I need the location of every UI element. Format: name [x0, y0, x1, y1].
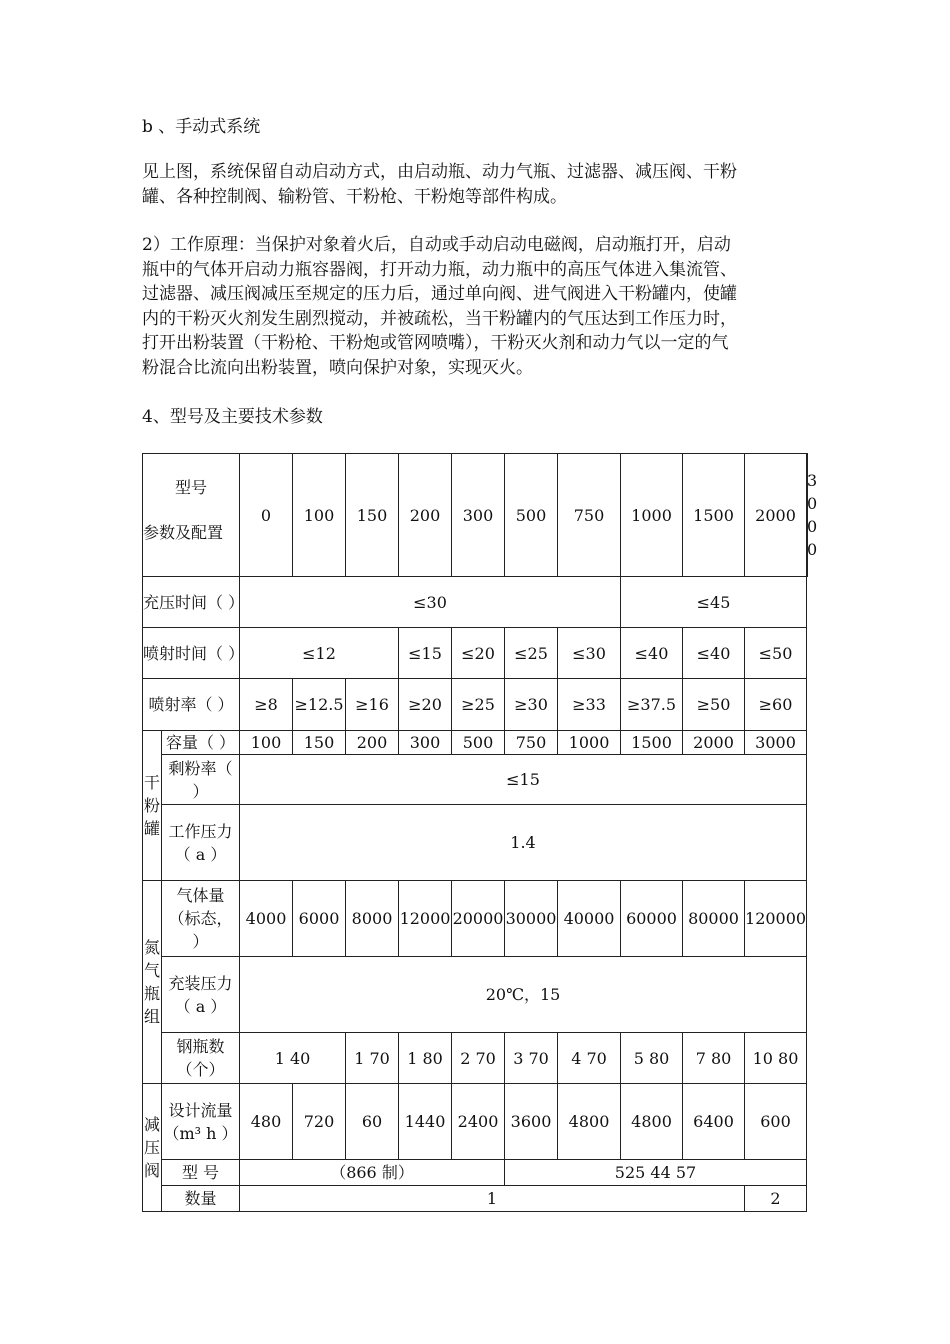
nitrogen-group-label: 氮气瓶组 — [143, 881, 162, 1084]
gas-amount-value: 30000 — [505, 881, 558, 957]
spray-rate-value: ≥20 — [399, 679, 452, 731]
work-line: 瓶中的气体开启动力瓶容器阀，打开动力瓶，动力瓶中的高压气体进入集流管、 — [142, 259, 737, 280]
fill-pressure-row — [143, 957, 808, 1033]
design-flow-value: 6400 — [683, 1084, 745, 1160]
model-cell: 100 — [293, 454, 346, 577]
fill-pressure-value: 20℃，15 — [240, 957, 807, 1033]
reducer-quantity-label: 数量 — [162, 1186, 240, 1212]
gas-amount-value: 40000 — [558, 881, 621, 957]
reducer-model-row — [143, 1160, 808, 1186]
gas-amount-value: 80000 — [683, 881, 745, 957]
capacity-value: 2000 — [683, 731, 745, 755]
gas-amount-value: 8000 — [346, 881, 399, 957]
reducer-quantity-row — [143, 1186, 808, 1212]
powder-tank-group-label: 干粉罐 — [143, 731, 162, 881]
table-header-row — [143, 454, 808, 577]
work-line: 粉混合比流向出粉装置，喷向保护对象，实现灭火。 — [142, 357, 533, 378]
fill-time-value: ≤45 — [621, 577, 807, 628]
spray-time-value: ≤40 — [621, 628, 683, 679]
gas-amount-value: 20000 — [452, 881, 505, 957]
model-cell: 500 — [505, 454, 558, 577]
gas-amount-label: 气体量（标态， ） — [162, 881, 240, 957]
design-flow-value: 2400 — [452, 1084, 505, 1160]
residual-row — [143, 755, 808, 805]
section-4-heading: 4、型号及主要技术参数 — [142, 407, 323, 427]
reducer-model-value: （866 制） — [240, 1160, 505, 1186]
capacity-value: 3000 — [745, 731, 807, 755]
working-pressure-row — [143, 805, 808, 881]
param-config-label: 参数及配置 — [143, 523, 224, 542]
bottle-count-value: 4 70 — [558, 1033, 621, 1084]
spray-rate-label: 喷射率（ ） — [143, 679, 240, 731]
gas-amount-value: 12000 — [399, 881, 452, 957]
design-flow-value: 3600 — [505, 1084, 558, 1160]
model-cell: 750 — [558, 454, 621, 577]
intro-line: 见上图，系统保留自动启动方式，由启动瓶、动力气瓶、过滤器、减压阀、干粉 — [142, 162, 737, 182]
work-line: 过滤器、减压阀减压至规定的压力后，通过单向阀、进气阀进入干粉罐内，使罐 — [142, 284, 737, 304]
model-cell: 1500 — [683, 454, 745, 577]
gas-amount-value: 120000 — [745, 881, 807, 957]
reducer-group-label: 减压阀 — [143, 1084, 162, 1212]
reducer-quantity-value: 1 — [240, 1186, 745, 1212]
work-line: 2）工作原理：当保护对象着火后，自动或手动启动电磁阀，启动瓶打开，启动 — [142, 235, 731, 255]
spray-rate-value: ≥50 — [683, 679, 745, 731]
design-flow-row — [143, 1084, 808, 1160]
design-flow-value: 480 — [240, 1084, 293, 1160]
design-flow-value: 720 — [293, 1084, 346, 1160]
capacity-value: 200 — [346, 731, 399, 755]
spray-rate-value: ≥8 — [240, 679, 293, 731]
spray-time-value: ≤15 — [399, 628, 452, 679]
work-line: 打开出粉装置（干粉枪、干粉炮或管网喷嘴），干粉灭火剂和动力气以一定的气 — [142, 333, 729, 353]
spec-table — [142, 453, 818, 1212]
spray-time-value: ≤50 — [745, 628, 807, 679]
fill-pressure-label: 充装压力（ a ） — [162, 957, 240, 1033]
capacity-value: 750 — [505, 731, 558, 755]
spray-rate-value: ≥37.5 — [621, 679, 683, 731]
capacity-label: 容量（ ） — [162, 731, 240, 755]
design-flow-value: 4800 — [558, 1084, 621, 1160]
bottle-count-value: 1 40 — [240, 1033, 346, 1084]
spray-rate-value: ≥12.5 — [293, 679, 346, 731]
gas-amount-value: 6000 — [293, 881, 346, 957]
model-cell: 3000 — [807, 471, 818, 559]
reducer-model-label: 型 号 — [162, 1160, 240, 1186]
spray-time-value: ≤30 — [558, 628, 621, 679]
intro-paragraph — [142, 160, 822, 209]
model-cell: 200 — [399, 454, 452, 577]
model-cell: 1000 — [621, 454, 683, 577]
capacity-row — [143, 731, 808, 755]
spray-rate-value: ≥16 — [346, 679, 399, 731]
capacity-value: 100 — [240, 731, 293, 755]
capacity-value: 500 — [452, 731, 505, 755]
bottle-count-value: 5 80 — [621, 1033, 683, 1084]
bottle-count-value: 1 70 — [346, 1033, 399, 1084]
working-pressure-value: 1.4 — [240, 805, 807, 881]
spray-time-row — [143, 628, 808, 679]
design-flow-value: 600 — [745, 1084, 807, 1160]
fill-time-value: ≤30 — [240, 577, 621, 628]
model-cell: 0 — [240, 454, 293, 577]
section-b-heading: b 、手动式系统 — [142, 117, 261, 137]
residual-label: 剩粉率（ ） — [162, 755, 240, 805]
spray-rate-value: ≥60 — [745, 679, 807, 731]
bottle-count-value: 2 70 — [452, 1033, 505, 1084]
spray-time-value: ≤20 — [452, 628, 505, 679]
design-flow-value: 60 — [346, 1084, 399, 1160]
spray-rate-value: ≥30 — [505, 679, 558, 731]
bottle-count-value: 10 80 — [745, 1033, 807, 1084]
reducer-quantity-value: 2 — [745, 1186, 807, 1212]
design-flow-value: 4800 — [621, 1084, 683, 1160]
capacity-value: 1500 — [621, 731, 683, 755]
fill-time-row — [143, 577, 808, 628]
spray-time-value: ≤40 — [683, 628, 745, 679]
bottle-count-label: 钢瓶数（个） — [162, 1033, 240, 1084]
bottle-count-row — [143, 1033, 808, 1084]
spray-time-value: ≤12 — [240, 628, 399, 679]
bottle-count-value: 7 80 — [683, 1033, 745, 1084]
capacity-value: 150 — [293, 731, 346, 755]
reducer-model-value: 525 44 57 — [505, 1160, 807, 1186]
gas-amount-row — [143, 881, 808, 957]
design-flow-value: 1440 — [399, 1084, 452, 1160]
header-corner-cell — [143, 454, 240, 577]
spray-time-label: 喷射时间（ ） — [143, 628, 240, 679]
working-pressure-label: 工作压力（ a ） — [162, 805, 240, 881]
bottle-count-value: 3 70 — [505, 1033, 558, 1084]
intro-line: 罐、各种控制阀、输粉管、干粉枪、干粉炮等部件构成。 — [142, 186, 567, 207]
spray-rate-value: ≥25 — [452, 679, 505, 731]
bottle-count-value: 1 80 — [399, 1033, 452, 1084]
gas-amount-value: 60000 — [621, 881, 683, 957]
model-label: 型号 — [175, 478, 208, 497]
fill-time-label: 充压时间（ ） — [143, 577, 240, 628]
work-line: 内的干粉灭火剂发生剧烈搅动，并被疏松，当干粉罐内的气压达到工作压力时， — [142, 308, 737, 329]
residual-value: ≤15 — [240, 755, 807, 805]
model-cell: 300 — [452, 454, 505, 577]
working-principle-paragraph — [142, 233, 822, 380]
model-cell: 2000 — [745, 454, 807, 577]
capacity-value: 300 — [399, 731, 452, 755]
gas-amount-value: 4000 — [240, 881, 293, 957]
capacity-value: 1000 — [558, 731, 621, 755]
spray-time-value: ≤25 — [505, 628, 558, 679]
model-cell: 150 — [346, 454, 399, 577]
spray-rate-row — [143, 679, 808, 731]
spray-rate-value: ≥33 — [558, 679, 621, 731]
design-flow-label: 设计流量（m³ h ） — [162, 1084, 240, 1160]
